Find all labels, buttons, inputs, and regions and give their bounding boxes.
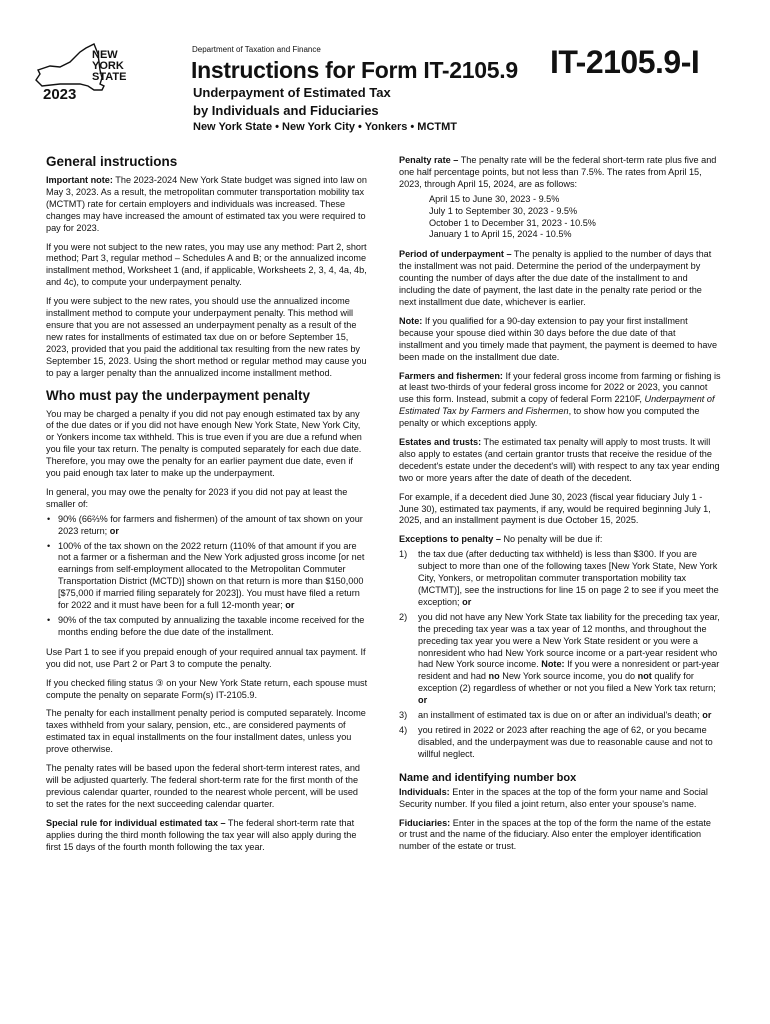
paragraph-example: For example, if a decedent died June 30, 2023 (fiscal year fiduciary July 1 - June 30), estimated tax payments, if any, would be required beginning July 1, 2025, and an installment payment is due October 15, 2025. — [399, 491, 711, 526]
logo-text-new: NEW — [92, 49, 118, 61]
farmers-text-2: , to show how you computed the penalty or which exceptions apply. — [399, 406, 700, 429]
list-item — [399, 725, 721, 761]
right-column — [399, 155, 721, 860]
list-item-number: 2) — [399, 611, 408, 622]
individuals-label: Individuals: — [399, 786, 450, 797]
logo-text-state: STATE — [92, 71, 127, 83]
nys-logo — [30, 40, 140, 106]
list-item-number: 3) — [399, 710, 408, 721]
list-item-text: 100% of the tax shown on the 2022 return (110% of that amount if you are not a farmer or a fisherman and the New York adjusted gross income [or net earnings from self-employment allocated to the Metropolitan Commuter Transportation District (MCTD)] shown on that return is more than $150,000 [$75,000 if married filing separately for 2023]). You must have filed a return for 2022 and it must have been for a full 12-month year; — [58, 540, 365, 611]
subtitle-line-1: Underpayment of Estimated Tax — [193, 85, 391, 100]
list-item-or: or — [418, 695, 428, 706]
list-item-text: the tax due (after deducting tax withheld) is less than $300. If you are subject to more than one of the following taxes [New York State, New York City, Yonkers, or metropolitan commuter transportation mobility tax (MCTMT)], see the instructions for line 15 on page 2 to see if you meet the exception; — [418, 549, 719, 607]
heading-name-identifying-box: Name and identifying number box — [399, 771, 577, 784]
paragraph-penalty-rate — [399, 155, 721, 191]
list-item-emphasis: not — [637, 671, 652, 682]
left-column — [46, 150, 368, 860]
paragraph-not-subject: If you were not subject to the new rates, you may use any method: Part 2, short method; Part 3, regular method – Schedules A and B; or the annualized income installment method, Worksheet 1 (and, if applicable, Worksheets 2, 3, 4, 4a, 4b, and 4c), to compute your underpayment penalty. — [46, 241, 367, 288]
important-note-text: The 2023-2024 New York State budget was signed into law on May 3, 2023. As a result, the metropolitan commuter transportation mobility tax (MCTMT) rate for certain employers and individuals was increased. These changes may have increased the amount of estimated tax you were required to pay for 2023. — [46, 175, 367, 233]
paragraph-note — [399, 316, 721, 364]
fiduciaries-text: Enter in the spaces at the top of the form the name of the estate or trust and the name of the fiduciary. Also enter the employer identification number of the estate or trust. — [399, 817, 711, 852]
department-name: Department of Taxation and Finance — [192, 45, 321, 54]
rate-row: January 1 to April 15, 2024 - 10.5% — [429, 229, 572, 240]
farmers-text: If your federal gross income from farming or fishing is at least two-thirds of your federal gross income for 2022 or 2023, you cannot use this form. Instead, submit a copy of federal Form 2210F, — [399, 370, 721, 405]
smaller-of-list — [46, 514, 368, 639]
list-item — [399, 549, 721, 609]
list-item-or: or — [109, 525, 119, 536]
list-item — [46, 615, 368, 639]
paragraph-in-general: In general, you may owe the penalty for 2023 if you did not pay at least the smaller of: — [46, 486, 348, 509]
list-item — [399, 612, 721, 707]
paragraph-individuals — [399, 787, 721, 811]
special-rule-label: Special rule for individual estimated tax – — [46, 817, 226, 828]
period-label: Period of underpayment – — [399, 249, 512, 260]
list-item-number: 4) — [399, 724, 408, 735]
list-item-text: qualify for exception (2) regardless of whether or not you filed a New York tax return; — [418, 671, 716, 694]
rate-row: July 1 to September 30, 2023 - 9.5% — [429, 205, 578, 216]
special-rule-text: The federal short-term rate that applies during the third month following the tax year will also apply during the first 15 days of the fourth month following the tax year. — [46, 817, 357, 852]
list-item — [46, 541, 368, 612]
list-item — [46, 514, 368, 538]
logo-text-york: YORK — [92, 60, 124, 72]
list-item-text: New York source income, you do — [499, 671, 638, 682]
paragraph-subject: If you were subject to the new rates, you should use the annualized income installment method to compute your underpayment penalty. This method will ensure that you are not assessed an underpayment penalty as a result of the new rates for installments of estimated tax due on or before September 15, 2023, provided that you paid the additional tax resulting from the new rates by September 15, 2023. Using the short method or regular method may cause you to pay a larger penalty than the annualized income installment method. — [46, 296, 367, 378]
form-number: IT-2105.9-I — [550, 44, 700, 80]
page-title: Instructions for Form IT-2105.9 — [191, 57, 518, 83]
paragraph-may-be-charged: You may be charged a penalty if you did not pay enough estimated tax by any of the due dates or if you did not have enough New York State, New York City, or Yonkers income tax withheld. This is true even if you are due a refund when you file your tax return. The penalty is computed separately for each due date. Therefore, you may owe the penalty for an earlier payment due date, even if you paid enough tax later to make up the underpayment. — [46, 408, 362, 479]
heading-who-must-pay: Who must pay the underpayment penalty — [46, 387, 311, 403]
paragraph-filing-status: If you checked filing status ③ on your New York State return, each spouse must compute the penalty on separate Form(s) IT-2105.9. — [46, 677, 368, 700]
list-item — [399, 710, 721, 722]
paragraph-each-installment: The penalty for each installment penalty period is computed separately. Income taxes withheld from your salary, pension, etc., are considered payments of estimated tax in equal installments on the four installment dates, unless you prove otherwise. — [46, 708, 366, 755]
period-text: The penalty is applied to the number of days that the installment was not paid. Determine the period of the underpayment by counting the number of days after the due date of the installment to and including the date of payment, the last date in the penalty rate period or the next installment due date, whichever is earlier. — [399, 249, 712, 307]
penalty-rate-text: The penalty rate will be the federal short-term rate plus five and one half percentage points, but not less than 7.5%. The rates from April 15, 2023, through April 15, 2024, are as follows: — [399, 155, 717, 189]
farmers-form-title: Underpayment of Estimated Tax by Farmers and Fishermen — [399, 394, 715, 417]
penalty-rate-label: Penalty rate – — [399, 155, 459, 165]
important-note-label: Important note: — [46, 175, 113, 185]
exceptions-list — [399, 549, 721, 760]
paragraph-farmers — [399, 371, 721, 431]
rate-row: April 15 to June 30, 2023 - 9.5% — [429, 193, 560, 204]
list-item-text: 90% (66⅔% for farmers and fishermen) of the amount of tax shown on your 2023 return; — [58, 513, 363, 536]
estates-label: Estates and trusts: — [399, 437, 482, 448]
paragraph-important-note — [46, 175, 368, 235]
paragraph-special-rule — [46, 818, 368, 854]
logo-year: 2023 — [43, 86, 77, 103]
jurisdictions: New York State • New York City • Yonkers • MCTMT — [193, 121, 458, 133]
paragraph-exceptions — [399, 534, 721, 546]
exceptions-text: No penalty will be due if: — [500, 534, 603, 545]
individuals-text: Enter in the spaces at the top of the form your name and Social Security number. If you filed a joint return, also enter your spouse's name. — [399, 786, 708, 809]
estates-text: The estimated tax penalty will apply to most trusts. It will also apply to estates (and certain grantor trusts that receive the residue of the decedent's estate under the decedent's will) with respect to any tax year ending two or more years after the date of death of the decedent. — [399, 437, 720, 483]
paragraph-estates — [399, 437, 721, 485]
paragraph-fiduciaries — [399, 818, 721, 854]
list-item-text: If you were a nonresident or part-year resident and had — [418, 659, 720, 682]
fiduciaries-label: Fiduciaries: — [399, 817, 451, 828]
farmers-label: Farmers and fishermen: — [399, 370, 503, 381]
list-item-or: or — [462, 596, 472, 607]
note-text: If you qualified for a 90-day extension to pay your first installment because your spouse died within 30 days before the due date of that installment and you timely made that payment, the payment is deemed to have been made on the installment due date. — [399, 315, 718, 362]
paragraph-use-part-1: Use Part 1 to see if you prepaid enough of your required annual tax payment. If you did not, use Part 2 or Part 3 to compute the penalty. — [46, 646, 366, 669]
list-item-text: you retired in 2022 or 2023 after reaching the age of 62, or you became disabled, and the underpayment was due to reasonable cause and not to willful neglect. — [418, 724, 713, 759]
list-item-text: an installment of estimated tax is due on or after an individual's death; — [418, 710, 703, 721]
exceptions-label: Exceptions to penalty – — [399, 534, 501, 545]
rate-schedule — [429, 194, 721, 242]
note-label: Note: — [399, 315, 423, 326]
heading-general-instructions: General instructions — [46, 154, 178, 169]
page-subtitle — [193, 84, 391, 120]
list-item-number: 1) — [399, 549, 408, 560]
list-item-emphasis: no — [488, 671, 500, 682]
paragraph-period-of-underpayment — [399, 249, 721, 309]
list-item-or: or — [702, 710, 712, 721]
list-item-or: or — [285, 600, 295, 611]
subtitle-line-2: by Individuals and Fiduciaries — [193, 103, 379, 118]
list-item-note-label: Note: — [541, 659, 565, 670]
list-item-text: you did not have any New York State tax liability for the preceding tax year, the preceding tax year was a tax year of 12 months, and throughout the preceding tax year you were a New York State resident or you were a nonresident who had New York source income or a part-year resident who had New York source income. — [418, 611, 720, 670]
list-item-text: 90% of the tax computed by annualizing the taxable income received for the months ending before the due date of the installment. — [58, 615, 365, 637]
paragraph-penalty-rates: The penalty rates will be based upon the federal short-term interest rates, and will be adjusted quarterly. The federal short-term rate for the first month of the previous calendar quarter, rounded to the nearest whole percent, will be used to set the rates for the next succeeding calendar quarter. — [46, 763, 360, 809]
rate-row: October 1 to December 31, 2023 - 10.5% — [429, 217, 596, 228]
